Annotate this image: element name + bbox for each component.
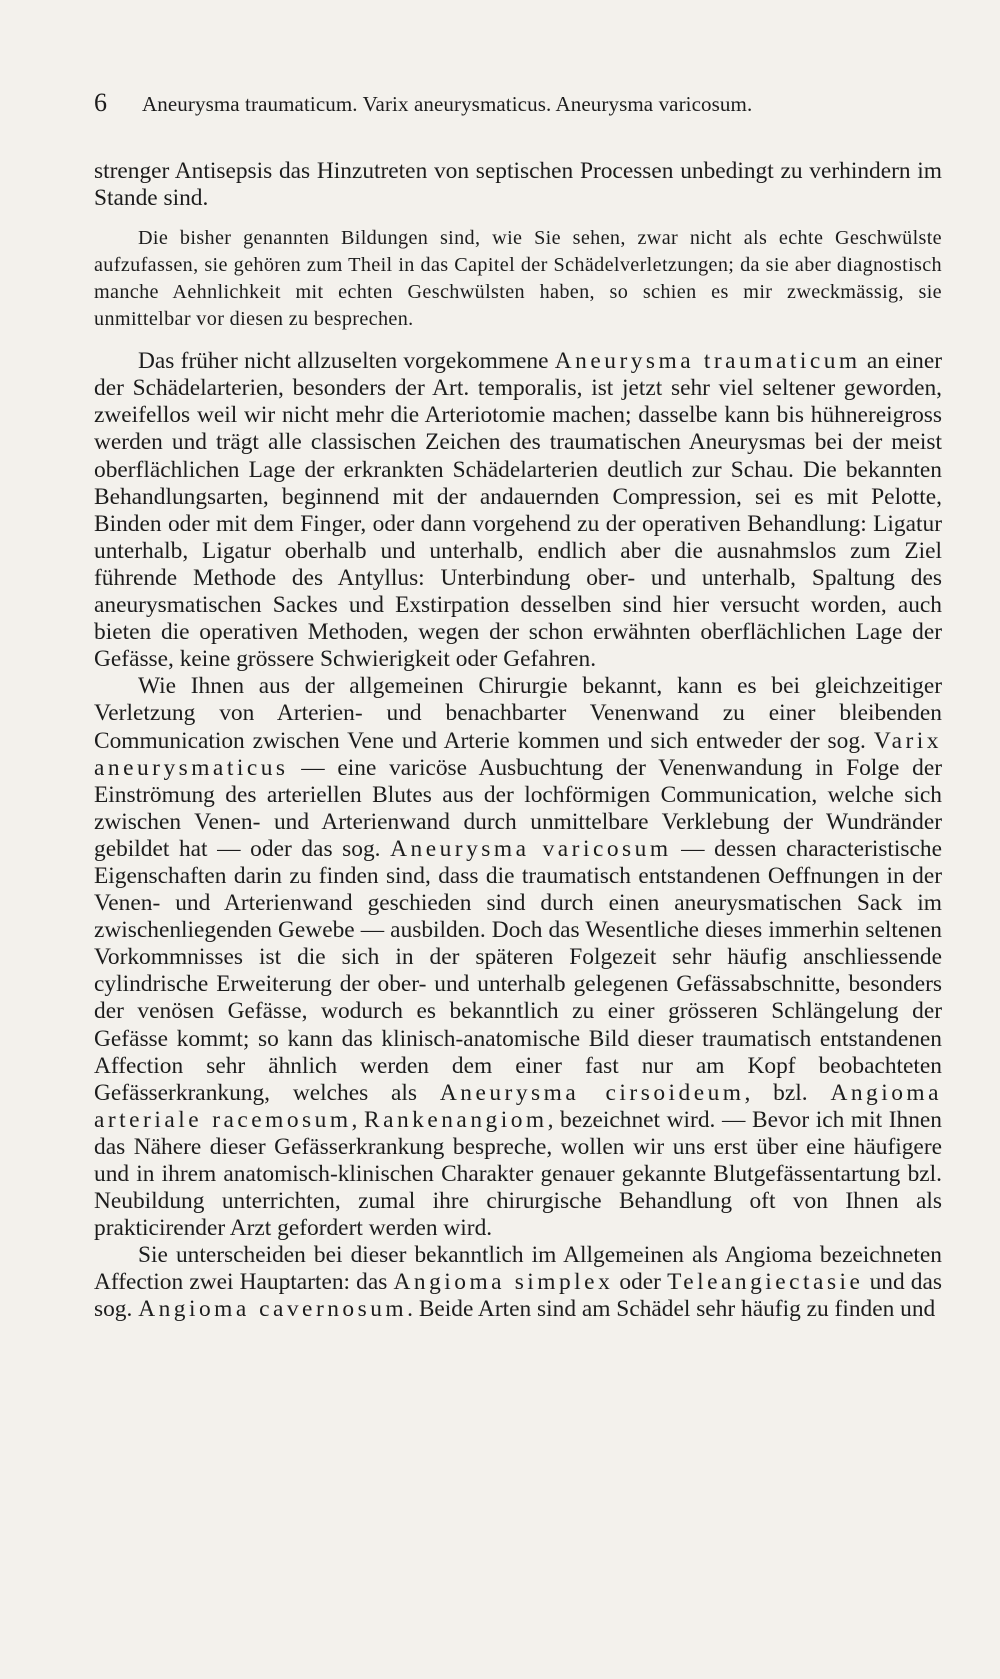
term-aneurysma-varicosum: Aneurysma varicosum	[390, 835, 672, 862]
paragraph-angioma	[94, 1242, 942, 1323]
text-run: und das sog.	[94, 1269, 942, 1323]
term-aneurysma-traumaticum: Aneurysma traumaticum	[554, 348, 861, 375]
term-angioma-arteriale-racemosum: Angioma arteriale racemosum	[94, 1079, 943, 1133]
text-run: Wie Ihnen aus der allgemeinen Chirurgie bekannt, kann es bei gleichzeitiger Verletzung von Arterien- und benachbarter Venenwand zu einer bleibenden Communication zwischen Vene und Arterie kommen und sich entweder der sog.	[94, 673, 942, 754]
term-varix-aneurysmaticus: Varix aneurysmaticus	[94, 727, 942, 781]
text-run: , bzl.	[744, 1079, 831, 1106]
page-number: 6	[94, 88, 107, 117]
term-aneurysma-cirsoideum: Aneurysma cirsoideum	[439, 1079, 745, 1106]
term-rankenangiom: Rankenangiom	[363, 1106, 548, 1133]
term-teleangiectasie: Teleangiectasie	[667, 1269, 864, 1296]
body-text	[94, 158, 942, 1324]
paragraph-aneurysma-traumaticum	[94, 348, 942, 673]
text-run: — eine varicöse Ausbuchtung der Venenwandung in Folge der Einströmung des arteriellen Blutes aus der lochförmigen Communication, welche sich zwischen Venen- und Arterienwand durch unmittelbare Verklebung der Wundränder gebildet hat — oder das sog.	[94, 754, 942, 862]
text-run: — dessen characteristische Eigenschaften darin zu finden sind, dass die traumatisch entstandenen Oeffnungen in der Venen- und Arterienwand geschieden sind durch einen aneurysmatischen Sack im zwischenliegenden Gewebe — ausbilden. Doch das Wesentliche dieses immerhin seltenen Vorkommnisses ist die sich in der späteren Folgezeit sehr häufig anschliessende cylindrische Erweiterung der ober- und unterhalb gelegenen Gefässabschnitte, besonders der venösen Gefässe, wodurch es bekanntlich zu einer grösseren Schlängelung der Gefässe kommt; so kann das klinisch-anatomische Bild dieser traumatisch entstandenen Affection sehr ähnlich werden dem einer fast nur am Kopf beobachteten Gefässerkrankung, welches als	[94, 835, 942, 1106]
paragraph-small-print: Die bisher genannten Bildungen sind, wie Sie sehen, zwar nicht als echte Geschwülste aufzufassen, sie gehören zum Theil in das Capitel der Schädelverletzungen; da sie aber diagnostisch manche Aehnlichkeit mit echten Geschwülsten haben, so schien es mir zweckmässig, sie unmittelbar vor diesen zu besprechen.	[94, 227, 942, 331]
text-run: ,	[351, 1106, 364, 1133]
running-title: Aneurysma traumaticum. Varix aneurysmaticus. Aneurysma varicosum.	[142, 92, 753, 116]
text-run: Das früher nicht allzuselten vorgekommene	[138, 348, 555, 375]
text-run: . Beide Arten sind am Schädel sehr häufig zu finden und	[407, 1296, 936, 1323]
text-run: , bezeichnet wird. — Bevor ich mit Ihnen das Nähere dieser Gefässerkrankung bespreche, wollen wir uns erst über eine häufigere und in ihrem anatomisch-klinischen Charakter genauer gekannte Blutgefässentartung bzl. Neubildung unterrichten, zumal ihre chirurgische Behandlung oft von Ihnen als prakticirender Arzt gefordert werden wird.	[94, 1106, 942, 1242]
running-head	[94, 88, 942, 122]
term-angioma-simplex: Angioma simplex	[393, 1269, 614, 1296]
paragraph-continuation: strenger Antisepsis das Hinzutreten von septischen Processen unbedingt zu verhindern im Stande sind.	[94, 158, 942, 212]
term-angioma-cavernosum: Angioma cavernosum	[138, 1296, 408, 1323]
text-run: an einer der Schädelarterien, besonders der Art. temporalis, ist jetzt sehr viel seltener geworden, zweifellos weil wir nicht mehr die Arteriotomie machen; dasselbe kann bis hühnereigross werden und trägt alle classischen Zeichen des traumatischen Aneurysmas bei der meist oberflächlichen Lage der erkrankten Schädelarterien deutlich zur Schau. Die bekannten Behandlungsarten, beginnend mit der andauernden Compression, sei es mit Pelotte, Binden oder mit dem Finger, oder dann vorgehend zu der operativen Behandlung: Ligatur unterhalb, Ligatur oberhalb und unterhalb, endlich aber die ausnahmslos zum Ziel führende Methode des Antyllus: Unterbindung ober- und unterhalb, Spaltung des aneurysmatischen Sackes und Exstirpation desselben sind hier versucht worden, auch bieten die operativen Methoden, wegen der schon erwähnten oberflächlichen Lage der Gefässe, keine grössere Schwierigkeit oder Gefahren.	[94, 348, 942, 673]
text-run: oder	[613, 1269, 668, 1296]
paragraph-varix-aneurysmaticus	[94, 673, 942, 1242]
text-run: Sie unterscheiden bei dieser bekanntlich im Allgemeinen als Angioma bezeichneten Affection zwei Hauptarten: das	[94, 1242, 942, 1296]
